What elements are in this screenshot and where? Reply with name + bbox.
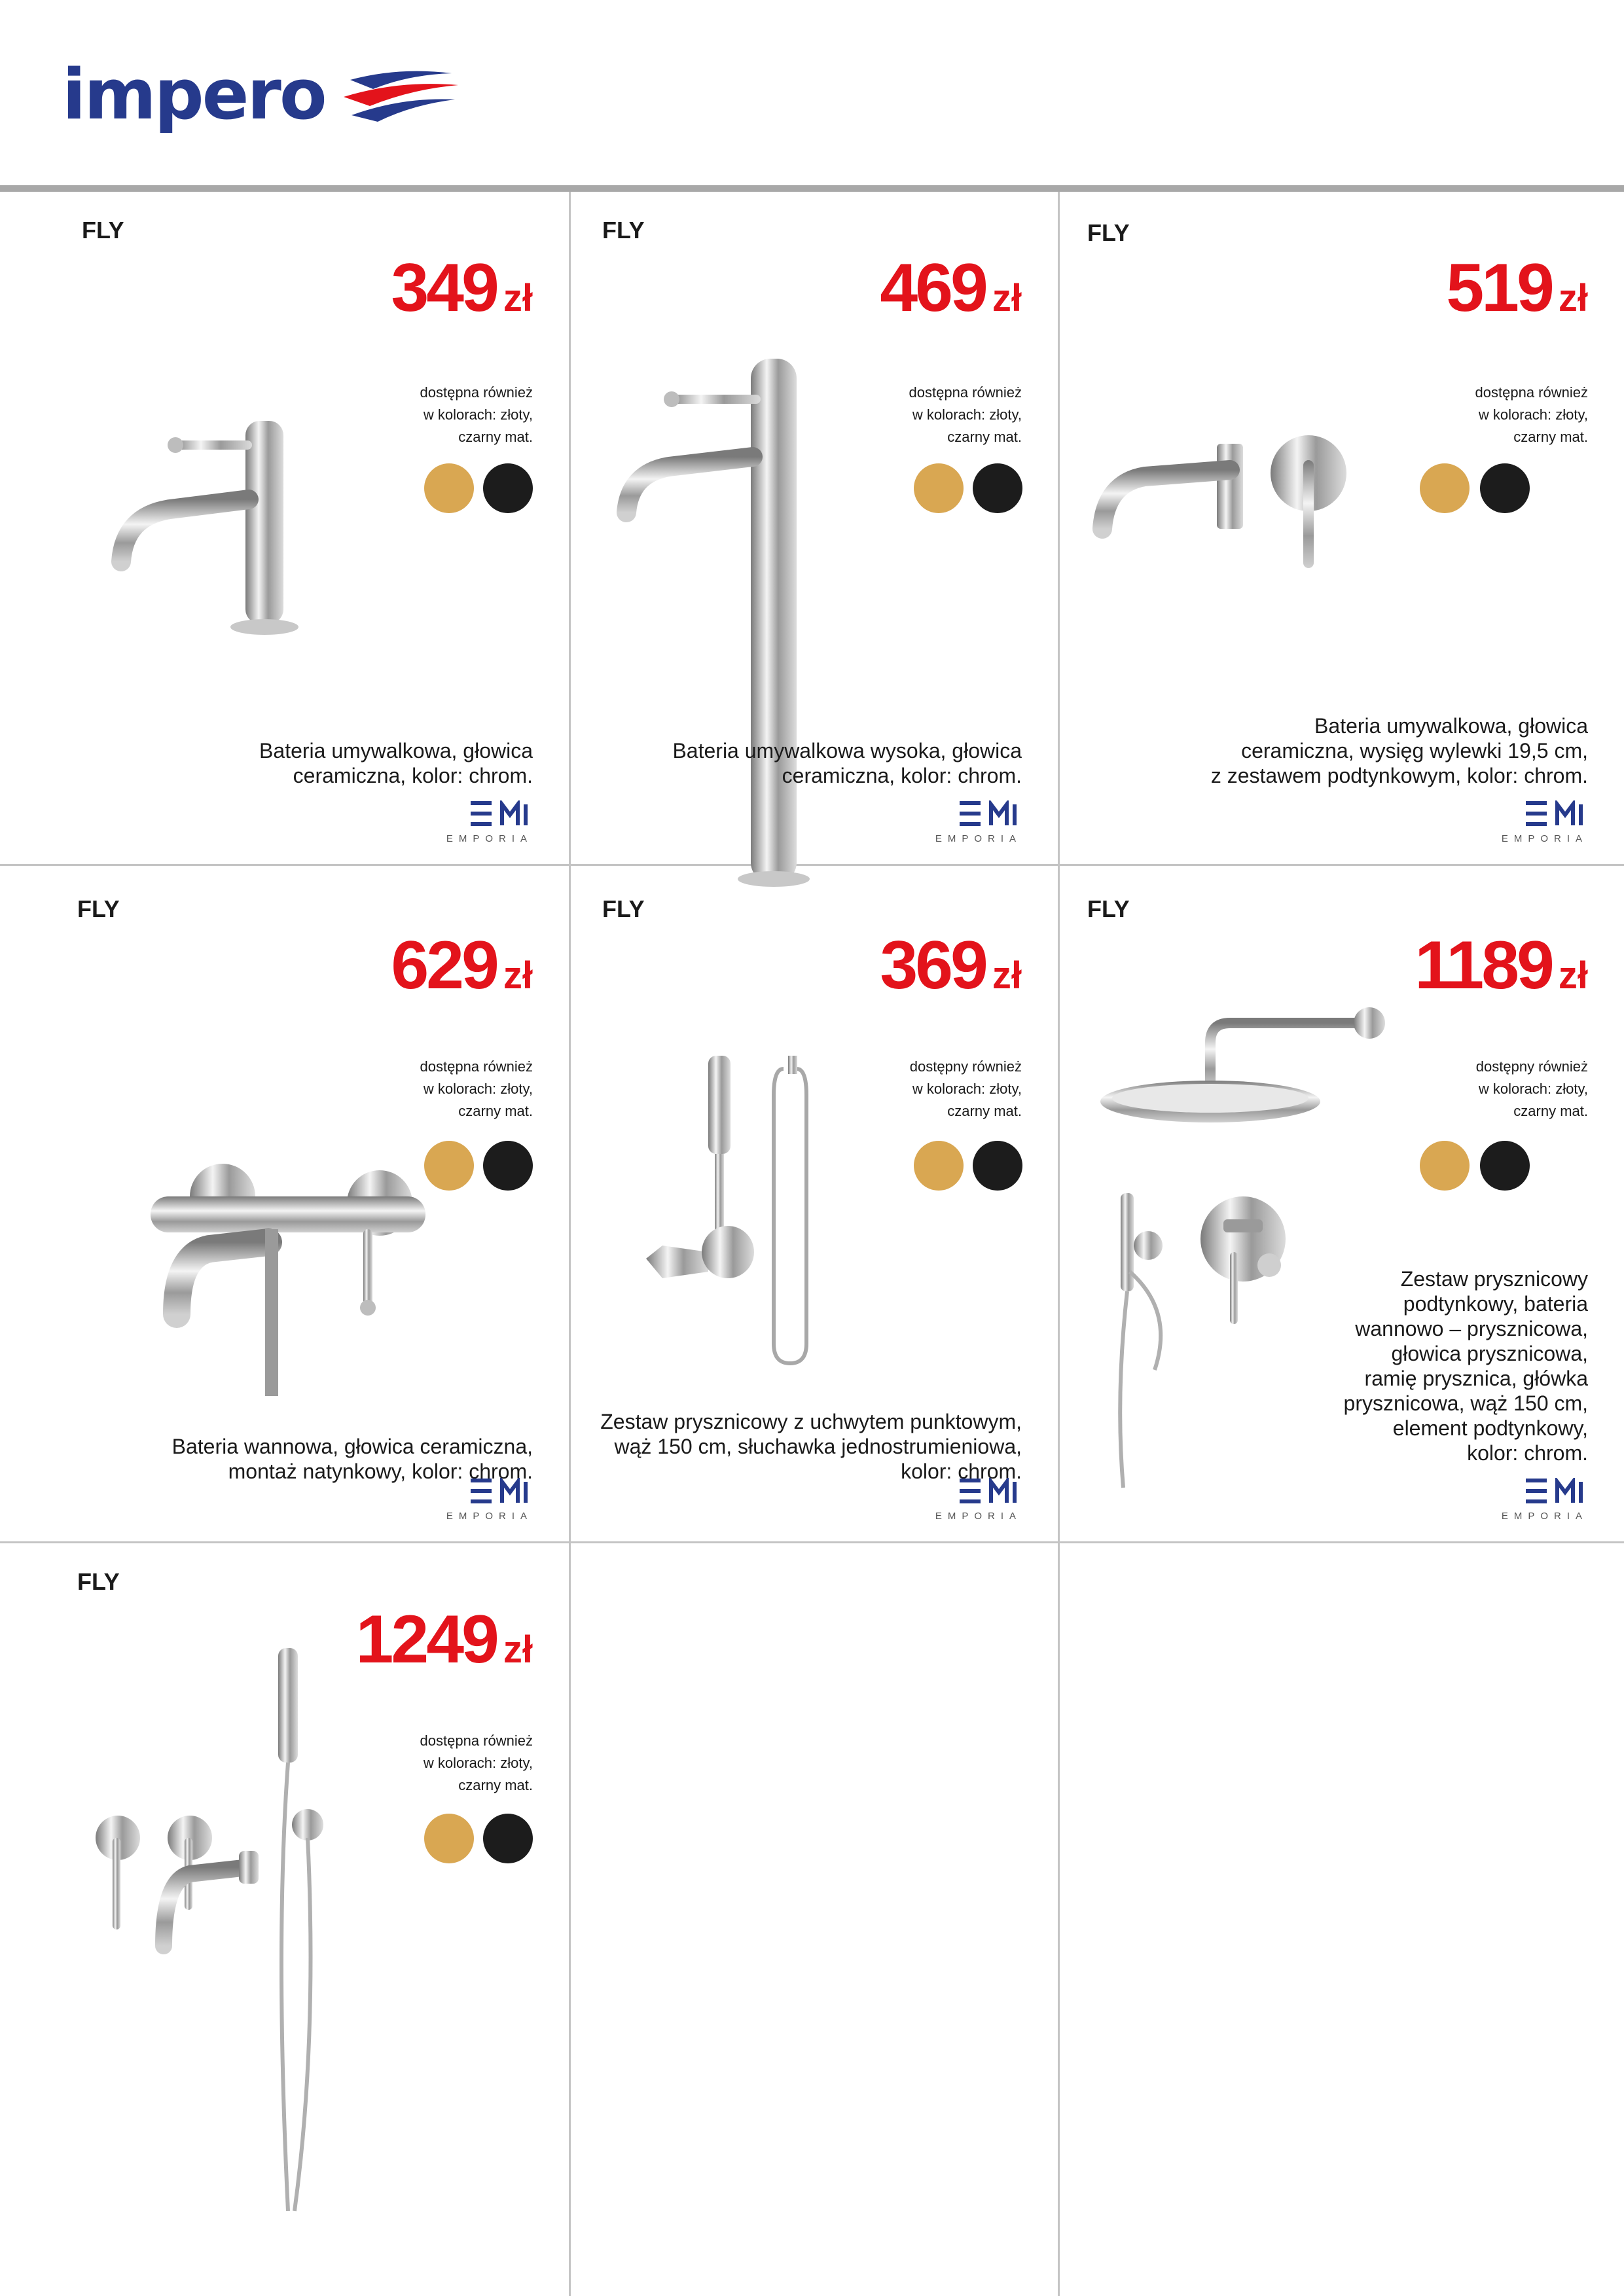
header-divider (0, 185, 1624, 192)
color-swatch-black[interactable] (1480, 1141, 1530, 1191)
color-swatch-gold[interactable] (1420, 1141, 1470, 1191)
price: 1249 zł (355, 1602, 533, 1677)
color-swatch-gold[interactable] (424, 463, 474, 513)
availability-note: dostępna również w kolorach: złoty, czarny mat. (909, 384, 1022, 445)
price: 469 zł (880, 250, 1022, 326)
color-swatch-gold[interactable] (914, 1141, 964, 1191)
page-header (0, 0, 1624, 187)
color-swatch-black[interactable] (483, 1814, 533, 1863)
availability-note: dostępny również w kolorach: złoty, czarny mat. (909, 1058, 1022, 1119)
wall-basin-faucet-icon (1086, 398, 1374, 594)
product-card[interactable] (571, 192, 1058, 864)
emporia-logo-icon (1526, 800, 1585, 828)
product-card[interactable] (0, 192, 569, 864)
series-label: FLY (602, 895, 645, 922)
color-swatch-gold[interactable] (424, 1814, 474, 1863)
product-card[interactable] (1060, 866, 1624, 1541)
series-label: FLY (1087, 219, 1130, 246)
basin-faucet-icon (111, 408, 327, 656)
price: 349 zł (391, 250, 533, 326)
shower-set-icon (643, 1056, 839, 1383)
product-description: Zestaw prysznicowy z uchwytem punktowym, wąż 150 cm, słuchawka jednostrumieniowa, kolor: chrom. (600, 1410, 1022, 1483)
tall-basin-faucet-icon (610, 346, 833, 889)
availability-note: dostępna również w kolorach: złoty, czarny mat. (420, 384, 533, 445)
product-description: Bateria umywalkowa, głowica ceramiczna, kolor: chrom. (259, 739, 533, 787)
product-card[interactable] (0, 866, 569, 1541)
color-swatch-black[interactable] (1480, 463, 1530, 513)
supplier-logo: EMPORIA (1503, 800, 1588, 846)
logo-swoosh-icon (337, 65, 461, 124)
availability-note: dostępna również w kolorach: złoty, czarny mat. (420, 1058, 533, 1119)
availability-note: dostępna również w kolorach: złoty, czarny mat. (420, 1732, 533, 1793)
color-swatch-gold[interactable] (1420, 463, 1470, 513)
price: 629 zł (391, 927, 533, 1003)
series-label: FLY (77, 895, 120, 922)
color-swatch-black[interactable] (483, 463, 533, 513)
concealed-bath-mixer-icon (92, 1648, 353, 2217)
product-grid (0, 192, 1624, 2296)
product-description: Bateria umywalkowa, głowica ceramiczna, wysięg wylewki 19,5 cm, z zestawem podtynkowym, kolor: chrom. (1210, 714, 1588, 787)
price: 369 zł (880, 927, 1022, 1003)
supplier-logo: EMPORIA (448, 1478, 533, 1524)
product-description: Zestaw prysznicowy podtynkowy, bateria wannowo – prysznicowa, głowica prysznicowa, ramię prysznica, główka prysznicowa, wąż 150 cm, element podtynkowy, kolor: chrom. (1343, 1267, 1588, 1465)
product-description: Bateria umywalkowa wysoka, głowica ceramiczna, kolor: chrom. (672, 739, 1022, 787)
series-label: FLY (77, 1568, 120, 1595)
price: 519 zł (1446, 250, 1588, 326)
availability-note: dostępny również w kolorach: złoty, czarny mat. (1475, 1058, 1588, 1119)
emporia-logo-icon (960, 1478, 1019, 1505)
supplier-logo: EMPORIA (937, 800, 1022, 846)
supplier-logo: EMPORIA (937, 1478, 1022, 1524)
color-swatch-gold[interactable] (914, 463, 964, 513)
supplier-logo: EMPORIA (1503, 1478, 1588, 1524)
supplier-logo: EMPORIA (448, 800, 533, 846)
price: 1189 zł (1415, 927, 1588, 1003)
logo-text: impero (62, 54, 325, 135)
impero-logo[interactable] (62, 56, 461, 134)
product-card[interactable] (0, 1543, 569, 2296)
series-label: FLY (82, 217, 124, 243)
product-description: Bateria wannowa, głowica ceramiczna, montaż natynkowy, kolor: chrom. (171, 1435, 533, 1483)
color-swatch-black[interactable] (973, 463, 1022, 513)
product-card[interactable] (1060, 192, 1624, 864)
emporia-logo-icon (960, 800, 1019, 828)
emporia-logo-icon (1526, 1478, 1585, 1505)
series-label: FLY (1087, 895, 1130, 922)
color-swatch-black[interactable] (483, 1141, 533, 1191)
product-card[interactable] (571, 866, 1058, 1541)
emporia-logo-icon (471, 1478, 530, 1505)
emporia-logo-icon (471, 800, 530, 828)
bath-mixer-icon (137, 1151, 452, 1399)
color-swatch-black[interactable] (973, 1141, 1022, 1191)
series-label: FLY (602, 217, 645, 243)
availability-note: dostępna również w kolorach: złoty, czarny mat. (1475, 384, 1588, 445)
